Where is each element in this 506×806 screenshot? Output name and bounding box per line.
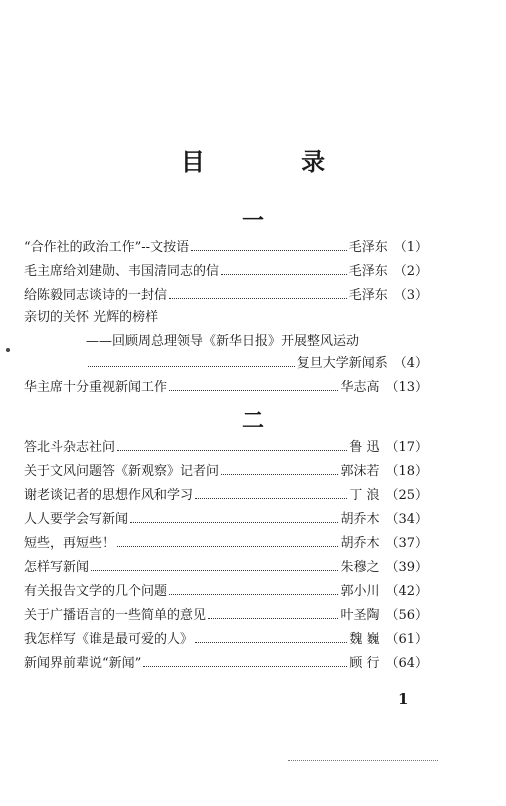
leader-dots bbox=[91, 560, 338, 571]
leader-dots bbox=[143, 656, 347, 667]
entry-author: 顾 行 bbox=[349, 656, 380, 671]
entry-title: 有关报告文学的几个问题 bbox=[24, 584, 168, 599]
entry-title: 关于广播语言的一些简单的意见 bbox=[24, 608, 207, 623]
toc-entry bbox=[24, 556, 428, 576]
toc-entry bbox=[86, 352, 428, 372]
toc-entry bbox=[24, 628, 428, 648]
leader-dots bbox=[117, 536, 338, 547]
entry-author: 郭沫若 bbox=[340, 464, 380, 479]
entry-title: 怎样写新闻 bbox=[24, 560, 90, 575]
toc-entry bbox=[24, 484, 428, 504]
entry-author: 郭小川 bbox=[340, 584, 380, 599]
leader-dots bbox=[169, 584, 338, 595]
toc-entry bbox=[24, 236, 428, 256]
toc-entry bbox=[24, 532, 428, 552]
toc-entry bbox=[24, 436, 428, 456]
leader-dots bbox=[130, 512, 338, 523]
entry-title: 答北斗杂志社问 bbox=[24, 440, 116, 455]
leader-dots bbox=[169, 288, 347, 299]
entry-author: 魏 巍 bbox=[349, 632, 380, 647]
entry-author: 毛泽东 bbox=[348, 240, 388, 255]
page-title: 目 录 bbox=[180, 147, 370, 176]
entry-title: 短些，再短些！ bbox=[24, 536, 116, 551]
entry-author: 鲁 迅 bbox=[349, 440, 380, 455]
entry-author: 复旦大学新闻系 bbox=[296, 356, 388, 371]
group-title: 亲切的关怀 光辉的榜样 bbox=[24, 310, 159, 325]
scan-speck bbox=[6, 348, 10, 352]
entry-title: 关于文风问题答《新观察》记者问 bbox=[24, 464, 220, 479]
entry-author: 叶圣陶 bbox=[340, 608, 380, 623]
entry-page: （3） bbox=[393, 288, 428, 303]
entry-page: （34） bbox=[385, 512, 428, 527]
entry-author: 丁 浪 bbox=[349, 488, 380, 503]
leader-dots bbox=[117, 440, 347, 451]
toc-entry bbox=[24, 376, 428, 396]
toc-entry bbox=[24, 460, 428, 480]
entry-author: 朱穆之 bbox=[340, 560, 380, 575]
entry-page: （1） bbox=[393, 240, 428, 255]
leader-dots bbox=[195, 488, 347, 499]
entry-title: 谢老谈记者的思想作风和学习 bbox=[24, 488, 194, 503]
toc-entry bbox=[24, 284, 428, 304]
leader-dots bbox=[195, 632, 347, 643]
entry-page: （4） bbox=[393, 356, 428, 371]
entry-page: （37） bbox=[385, 536, 428, 551]
entry-page: （25） bbox=[385, 488, 428, 503]
entry-title: “合作社的政治工作”--文按语 bbox=[24, 240, 190, 255]
entry-title: 我怎样写《谁是最可爱的人》 bbox=[24, 632, 194, 647]
scan-artifact bbox=[288, 760, 438, 761]
entry-author: 华志高 bbox=[340, 380, 380, 395]
entry-author: 胡乔木 bbox=[340, 536, 380, 551]
entry-page: （39） bbox=[385, 560, 428, 575]
entry-title: 新闻界前辈说“新闻” bbox=[24, 656, 142, 671]
leader-dots bbox=[88, 356, 295, 367]
entry-title: 毛主席给刘建勋、韦国清同志的信 bbox=[24, 264, 220, 279]
toc-entry bbox=[24, 260, 428, 280]
entry-title: 给陈毅同志谈诗的一封信 bbox=[24, 288, 168, 303]
toc-entry bbox=[24, 652, 428, 672]
entry-page: （42） bbox=[385, 584, 428, 599]
section-heading-1: 一 bbox=[241, 208, 264, 234]
entry-author: 毛泽东 bbox=[348, 264, 388, 279]
entry-page: （61） bbox=[385, 632, 428, 647]
section-heading-2: 二 bbox=[241, 408, 264, 434]
leader-dots bbox=[191, 240, 347, 251]
page-number: 1 bbox=[398, 690, 409, 708]
toc-entry bbox=[24, 604, 428, 624]
entry-title: 人人要学会写新闻 bbox=[24, 512, 129, 527]
leader-dots bbox=[221, 264, 347, 275]
leader-dots bbox=[169, 380, 338, 391]
leader-dots bbox=[221, 464, 338, 475]
entry-page: （18） bbox=[385, 464, 428, 479]
entry-page: （56） bbox=[385, 608, 428, 623]
entry-page: （13） bbox=[385, 380, 428, 395]
toc-entry bbox=[24, 508, 428, 528]
group-subtitle: ——回顾周总理领导《新华日报》开展整风运动 bbox=[86, 334, 360, 349]
toc-entry bbox=[24, 580, 428, 600]
entry-page: （2） bbox=[393, 264, 428, 279]
entry-page: （17） bbox=[385, 440, 428, 455]
entry-author: 胡乔木 bbox=[340, 512, 380, 527]
leader-dots bbox=[208, 608, 338, 619]
entry-title: 华主席十分重视新闻工作 bbox=[24, 380, 168, 395]
entry-author: 毛泽东 bbox=[348, 288, 388, 303]
entry-page: （64） bbox=[385, 656, 428, 671]
